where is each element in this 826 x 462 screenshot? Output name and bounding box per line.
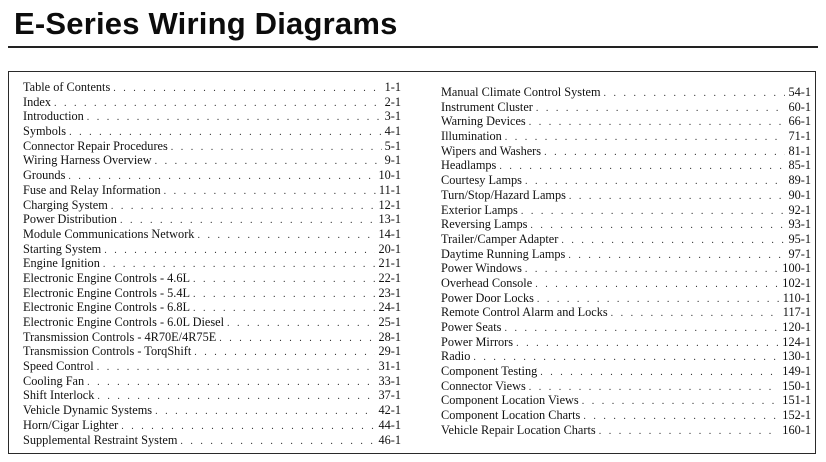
toc-leader-dots (97, 361, 376, 376)
toc-entry-page: 152-1 (782, 408, 811, 423)
toc-entry[interactable] (23, 300, 401, 315)
toc-entry[interactable] (441, 261, 811, 276)
toc-entry[interactable] (441, 129, 811, 144)
toc-leader-dots (104, 244, 375, 259)
toc-leader-dots (227, 317, 375, 332)
toc-entry-page: 160-1 (782, 422, 811, 437)
toc-entry-title: Courtesy Lamps (441, 173, 522, 188)
toc-entry-page: 42-1 (378, 403, 401, 418)
toc-leader-dots (111, 200, 376, 215)
toc-entry-page: 13-1 (378, 212, 401, 227)
toc-entry[interactable] (23, 359, 401, 374)
toc-entry-page: 93-1 (788, 217, 811, 232)
toc-entry-page: 1-1 (384, 80, 401, 94)
toc-entry[interactable] (441, 114, 811, 129)
toc-entry[interactable] (23, 256, 401, 271)
toc-entry[interactable] (441, 100, 811, 115)
toc-entry-title: Index (23, 94, 51, 109)
toc-leader-dots (544, 146, 785, 161)
toc-leader-dots (569, 190, 786, 205)
toc-entry-title: Manual Climate Control System (441, 85, 601, 99)
toc-entry[interactable] (23, 403, 401, 418)
toc-entry-page: 28-1 (378, 329, 401, 344)
toc-entry-page: 3-1 (384, 109, 401, 124)
toc-entry-page: 120-1 (782, 320, 811, 334)
toc-leader-dots (197, 229, 375, 244)
toc-entry-title: Power Mirrors (441, 334, 514, 349)
page-title: E-Series Wiring Diagrams (14, 6, 398, 41)
toc-entry-page: 9-1 (384, 153, 401, 168)
toc-leader-dots (599, 425, 780, 440)
toc-entry-title: Power Door Locks (441, 290, 534, 305)
toc-entry[interactable] (23, 330, 401, 345)
toc-entry-page: 33-1 (378, 373, 401, 388)
toc-entry-title: Symbols (23, 124, 67, 139)
toc-entry-page: 66-1 (788, 114, 811, 129)
toc-leader-dots (529, 116, 786, 131)
toc-leader-dots (583, 410, 779, 425)
toc-entry-page: 151-1 (782, 393, 811, 408)
toc-entry-title: Wiring Harness Overview (23, 153, 152, 168)
toc-entry[interactable] (441, 408, 811, 423)
toc-entry-title: Component Location Views (441, 393, 579, 408)
toc-entry-page: 21-1 (378, 256, 401, 271)
toc-entry-title: Power Seats (441, 320, 502, 334)
toc-entry[interactable] (23, 168, 401, 183)
toc-entry-title: Fuse and Relay Information (23, 182, 161, 197)
toc-entry-page: 24-1 (378, 300, 401, 315)
toc-entry[interactable] (23, 95, 401, 110)
toc-entry[interactable] (23, 124, 401, 139)
toc-leader-dots (521, 205, 786, 220)
toc-leader-dots (530, 219, 785, 234)
toc-entry-page: 14-1 (378, 226, 401, 241)
toc-entry-title: Turn/Stop/Hazard Lamps (441, 187, 566, 202)
toc-leader-dots (611, 307, 780, 322)
toc-entry-title: Module Communications Network (23, 226, 195, 241)
toc-entry[interactable] (23, 153, 401, 168)
toc-entry[interactable] (23, 198, 401, 213)
toc-entry[interactable] (441, 276, 811, 291)
toc-entry-title: Shift Interlock (23, 388, 95, 403)
toc-entry-title: Exterior Lamps (441, 202, 518, 217)
toc-entry-title: Overhead Console (441, 275, 533, 290)
toc-leader-dots (504, 322, 779, 337)
toc-entry[interactable] (441, 423, 811, 438)
title-divider (8, 46, 818, 48)
toc-entry-page: 117-1 (782, 305, 811, 320)
toc-entry-title: Electronic Engine Controls - 4.6L (23, 270, 190, 285)
toc-entry-page: 92-1 (788, 202, 811, 217)
toc-entry[interactable] (23, 212, 401, 227)
toc-entry-title: Radio (441, 349, 471, 364)
toc-entry-title: Speed Control (23, 359, 94, 374)
toc-leader-dots (171, 141, 382, 156)
toc-leader-dots (536, 102, 786, 117)
toc-entry[interactable] (23, 109, 401, 124)
toc-entry[interactable] (441, 217, 811, 232)
toc-entry-page: 100-1 (782, 261, 811, 276)
toc-leader-dots (568, 249, 785, 264)
toc-entry[interactable] (441, 247, 811, 262)
toc-leader-dots (604, 87, 786, 102)
toc-entry-title: Connector Repair Procedures (23, 138, 168, 153)
toc-entry-page: 11-1 (378, 182, 401, 197)
toc-entry-title: Table of Contents (23, 80, 111, 94)
toc-entry-title: Component Testing (441, 364, 538, 379)
toc-entry-page: 71-1 (788, 129, 811, 144)
toc-entry[interactable] (441, 158, 811, 173)
toc-entry-page: 60-1 (788, 99, 811, 114)
toc-entry-title: Vehicle Dynamic Systems (23, 403, 153, 418)
toc-entry-title: Trailer/Camper Adapter (441, 231, 559, 246)
toc-entry-title: Reversing Lamps (441, 217, 528, 232)
toc-entry-title: Transmission Controls - 4R70E/4R75E (23, 329, 217, 344)
toc-entry[interactable] (23, 80, 401, 95)
toc-entry-title: Grounds (23, 168, 66, 183)
toc-leader-dots (525, 263, 779, 278)
toc-left-column (23, 80, 401, 447)
toc-entry[interactable] (23, 433, 401, 448)
toc-entry-title: Illumination (441, 129, 502, 144)
toc-entry[interactable] (23, 271, 401, 286)
toc-leader-dots (87, 111, 382, 126)
toc-entry-title: Electronic Engine Controls - 5.4L (23, 285, 190, 300)
toc-leader-dots (219, 332, 375, 347)
toc-leader-dots (194, 346, 375, 361)
toc-entry-title: Instrument Cluster (441, 99, 533, 114)
toc-entry[interactable] (441, 349, 811, 364)
toc-leader-dots (516, 337, 779, 352)
toc-entry[interactable] (441, 188, 811, 203)
toc-entry-title: Transmission Controls - TorqShift (23, 344, 192, 359)
toc-entry-title: Wipers and Washers (441, 143, 542, 158)
toc-entry-title: Horn/Cigar Lighter (23, 417, 119, 432)
toc-entry-title: Warning Devices (441, 114, 526, 129)
toc-entry[interactable] (23, 139, 401, 154)
toc-leader-dots (193, 288, 375, 303)
toc-entry-page: 149-1 (782, 364, 811, 379)
toc-entry[interactable] (441, 291, 811, 306)
toc-leader-dots (193, 273, 375, 288)
toc-leader-dots (164, 185, 376, 200)
toc-entry-page: 150-1 (782, 378, 811, 393)
toc-entry-page: 5-1 (384, 138, 401, 153)
toc-entry-page: 81-1 (788, 143, 811, 158)
toc-leader-dots (155, 155, 382, 170)
toc-entry-title: Cooling Fan (23, 373, 85, 388)
toc-entry-page: 4-1 (384, 124, 401, 139)
toc-entry-page: 22-1 (378, 270, 401, 285)
toc-entry-page: 85-1 (788, 158, 811, 173)
toc-leader-dots (505, 131, 786, 146)
toc-entry-page: 29-1 (378, 344, 401, 359)
toc-entry-title: Remote Control Alarm and Locks (441, 305, 608, 320)
toc-entry-title: Daytime Running Lamps (441, 246, 566, 261)
toc-entry-page: 37-1 (378, 388, 401, 403)
toc-entry[interactable] (441, 85, 811, 100)
toc-entry-page: 46-1 (378, 432, 401, 447)
toc-entry-title: Charging System (23, 197, 108, 212)
toc-entry-title: Starting System (23, 241, 102, 256)
toc-entry-title: Electronic Engine Controls - 6.0L Diesel (23, 315, 225, 329)
toc-leader-dots (180, 435, 375, 450)
toc-leader-dots (535, 278, 779, 293)
toc-entry-page: 31-1 (378, 359, 401, 374)
toc-entry[interactable] (23, 388, 401, 403)
toc-leader-dots (155, 405, 375, 420)
toc-entry-title: Power Distribution (23, 212, 117, 227)
toc-leader-dots (54, 97, 382, 112)
toc-entry[interactable] (441, 232, 811, 247)
toc-entry-title: Engine Ignition (23, 256, 100, 271)
toc-entry-title: Introduction (23, 109, 84, 124)
toc-leader-dots (561, 234, 785, 249)
toc-leader-dots (499, 160, 785, 175)
toc-entry[interactable] (441, 173, 811, 188)
toc-entry-page: 20-1 (378, 241, 401, 256)
toc-entry[interactable] (441, 144, 811, 159)
toc-entry[interactable] (23, 227, 401, 242)
toc-entry[interactable] (441, 393, 811, 408)
toc-entry-page: 23-1 (378, 285, 401, 300)
toc-entry-page: 2-1 (384, 94, 401, 109)
toc-entry[interactable] (23, 315, 401, 330)
toc-entry-title: Connector Views (441, 378, 526, 393)
toc-leader-dots (540, 366, 779, 381)
toc-right-column (441, 85, 811, 438)
toc-entry-page: 110-1 (782, 290, 811, 305)
toc-entry[interactable] (23, 286, 401, 301)
toc-entry[interactable] (23, 344, 401, 359)
toc-entry-title: Component Location Charts (441, 408, 581, 423)
toc-entry[interactable] (441, 203, 811, 218)
toc-entry-page: 12-1 (378, 197, 401, 212)
toc-entry-title: Electronic Engine Controls - 6.8L (23, 300, 190, 315)
toc-entry-title: Vehicle Repair Location Charts (441, 422, 596, 437)
toc-entry[interactable] (441, 305, 811, 320)
toc-entry-page: 25-1 (378, 315, 401, 329)
toc-entry-page: 102-1 (782, 275, 811, 290)
toc-entry-page: 97-1 (788, 246, 811, 261)
toc-entry-title: Headlamps (441, 158, 497, 173)
toc-entry[interactable] (23, 374, 401, 389)
toc-entry-page: 89-1 (788, 173, 811, 188)
toc-entry-page: 44-1 (378, 417, 401, 432)
toc-entry[interactable] (441, 379, 811, 394)
toc-entry-page: 124-1 (782, 334, 811, 349)
toc-entry-page: 130-1 (782, 349, 811, 364)
toc-entry-page: 90-1 (788, 187, 811, 202)
toc-entry[interactable] (441, 364, 811, 379)
toc-entry-title: Supplemental Restraint System (23, 432, 178, 447)
toc-entry[interactable] (23, 418, 401, 433)
toc-leader-dots (87, 376, 375, 391)
toc-entry[interactable] (441, 320, 811, 335)
toc-entry-page: 10-1 (378, 168, 401, 183)
toc-entry[interactable] (441, 335, 811, 350)
toc-leader-dots (582, 395, 780, 410)
toc-entry[interactable] (23, 183, 401, 198)
toc-leader-dots (113, 82, 381, 97)
toc-entry-title: Power Windows (441, 261, 522, 276)
toc-entry[interactable] (23, 242, 401, 257)
toc-entry-page: 95-1 (788, 231, 811, 246)
toc-entry-page: 54-1 (788, 85, 811, 99)
